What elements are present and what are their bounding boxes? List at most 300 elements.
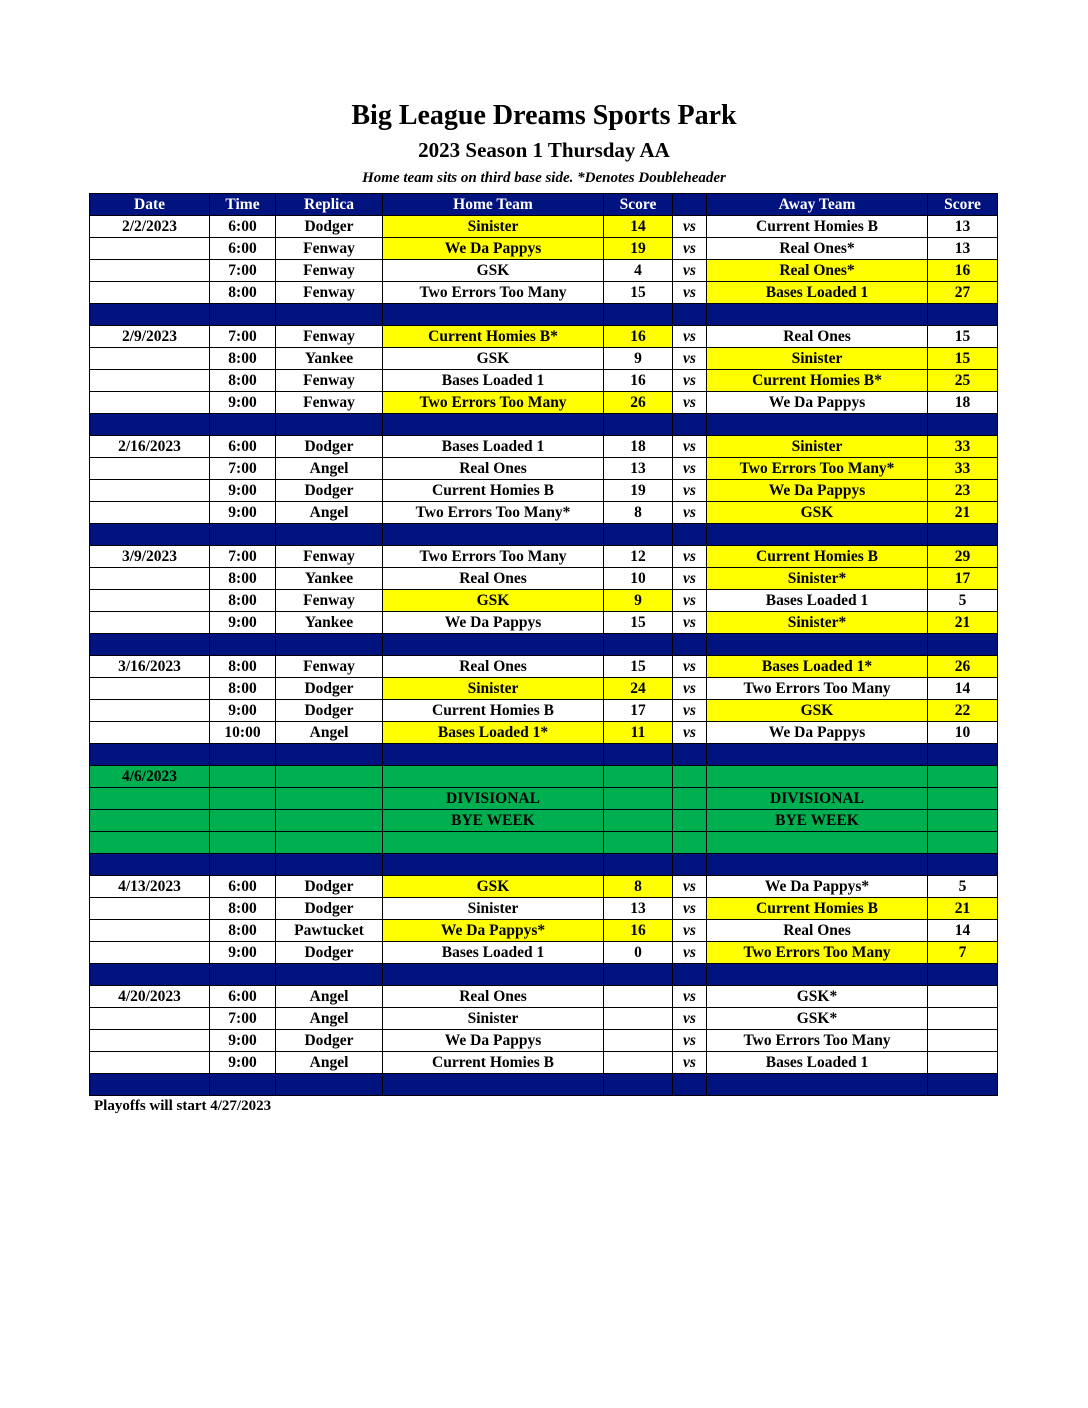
home-team-cell: Sinister: [383, 1008, 604, 1030]
replica-cell: [276, 832, 383, 854]
date-cell: [90, 788, 210, 810]
home-score-cell: 12: [604, 546, 673, 568]
separator-cell: [210, 854, 276, 876]
away-team-cell: GSK*: [707, 1008, 928, 1030]
vs-cell: vs: [673, 876, 707, 898]
bye-week-row: [90, 832, 998, 854]
column-header-replica: Replica: [276, 194, 383, 216]
replica-cell: Fenway: [276, 590, 383, 612]
time-cell: 8:00: [210, 590, 276, 612]
game-row: [90, 436, 998, 458]
away-score-cell: 18: [928, 392, 998, 414]
away-team-cell: Real Ones: [707, 920, 928, 942]
home-score-cell: [604, 1030, 673, 1052]
vs-cell: vs: [673, 898, 707, 920]
separator-cell: [604, 744, 673, 766]
away-score-cell: 25: [928, 370, 998, 392]
time-cell: [210, 810, 276, 832]
away-team-cell: GSK: [707, 700, 928, 722]
replica-cell: Fenway: [276, 546, 383, 568]
home-score-cell: 8: [604, 876, 673, 898]
home-score-cell: 10: [604, 568, 673, 590]
game-row: [90, 656, 998, 678]
separator-cell: [90, 524, 210, 546]
replica-cell: Dodger: [276, 216, 383, 238]
replica-cell: Fenway: [276, 326, 383, 348]
replica-cell: Dodger: [276, 1030, 383, 1052]
separator-cell: [90, 1074, 210, 1096]
date-cell: 4/13/2023: [90, 876, 210, 898]
game-row: [90, 370, 998, 392]
away-score-cell: 27: [928, 282, 998, 304]
home-team-cell: Sinister: [383, 216, 604, 238]
home-score-cell: 11: [604, 722, 673, 744]
column-header-home-team: Home Team: [383, 194, 604, 216]
game-row: [90, 546, 998, 568]
date-cell: [90, 348, 210, 370]
separator-cell: [210, 964, 276, 986]
home-score-cell: 15: [604, 282, 673, 304]
vs-cell: vs: [673, 656, 707, 678]
separator-cell: [90, 744, 210, 766]
game-row: [90, 260, 998, 282]
game-row: [90, 920, 998, 942]
date-cell: 2/2/2023: [90, 216, 210, 238]
separator-cell: [210, 744, 276, 766]
home-score-cell: [604, 832, 673, 854]
vs-cell: vs: [673, 942, 707, 964]
vs-cell: [673, 810, 707, 832]
schedule-note: Home team sits on third base side. *Denotes Doubleheader: [362, 170, 726, 186]
home-score-cell: 18: [604, 436, 673, 458]
away-team-cell: BYE WEEK: [707, 810, 928, 832]
separator-cell: [276, 964, 383, 986]
column-header-home-score: Score: [604, 194, 673, 216]
week-separator-row: [90, 414, 998, 436]
replica-cell: [276, 766, 383, 788]
date-cell: [90, 1052, 210, 1074]
away-team-cell: Sinister*: [707, 612, 928, 634]
date-cell: [90, 700, 210, 722]
game-row: [90, 480, 998, 502]
date-cell: [90, 810, 210, 832]
replica-cell: [276, 810, 383, 832]
home-team-cell: Real Ones: [383, 656, 604, 678]
time-cell: 9:00: [210, 480, 276, 502]
away-team-cell: Current Homies B: [707, 898, 928, 920]
game-row: [90, 348, 998, 370]
time-cell: 9:00: [210, 942, 276, 964]
home-score-cell: 13: [604, 458, 673, 480]
replica-cell: Dodger: [276, 942, 383, 964]
time-cell: 8:00: [210, 348, 276, 370]
playoffs-note: Playoffs will start 4/27/2023: [94, 1098, 272, 1114]
date-cell: [90, 898, 210, 920]
week-separator-row: [90, 524, 998, 546]
away-team-cell: Bases Loaded 1: [707, 282, 928, 304]
week-separator-row: [90, 634, 998, 656]
home-score-cell: 16: [604, 920, 673, 942]
vs-cell: vs: [673, 590, 707, 612]
vs-cell: vs: [673, 392, 707, 414]
away-score-cell: 29: [928, 546, 998, 568]
separator-cell: [673, 964, 707, 986]
separator-cell: [604, 854, 673, 876]
home-score-cell: 24: [604, 678, 673, 700]
away-score-cell: 33: [928, 436, 998, 458]
time-cell: 7:00: [210, 260, 276, 282]
replica-cell: Yankee: [276, 612, 383, 634]
home-team-cell: We Da Pappys: [383, 1030, 604, 1052]
separator-cell: [928, 854, 998, 876]
time-cell: 9:00: [210, 392, 276, 414]
separator-cell: [383, 524, 604, 546]
time-cell: 9:00: [210, 700, 276, 722]
time-cell: 7:00: [210, 458, 276, 480]
home-score-cell: [604, 1008, 673, 1030]
replica-cell: Dodger: [276, 898, 383, 920]
home-score-cell: 17: [604, 700, 673, 722]
away-score-cell: [928, 1008, 998, 1030]
away-score-cell: [928, 810, 998, 832]
away-team-cell: Two Errors Too Many*: [707, 458, 928, 480]
separator-cell: [210, 634, 276, 656]
home-team-cell: Sinister: [383, 678, 604, 700]
vs-cell: vs: [673, 238, 707, 260]
away-team-cell: Sinister*: [707, 568, 928, 590]
home-team-cell: Real Ones: [383, 568, 604, 590]
separator-cell: [210, 304, 276, 326]
time-cell: [210, 788, 276, 810]
week-separator-row: [90, 1074, 998, 1096]
replica-cell: Fenway: [276, 282, 383, 304]
game-row: [90, 942, 998, 964]
bye-week-row: [90, 788, 998, 810]
home-team-cell: [383, 766, 604, 788]
date-cell: [90, 238, 210, 260]
column-header-away-score: Score: [928, 194, 998, 216]
away-score-cell: [928, 1030, 998, 1052]
vs-cell: vs: [673, 480, 707, 502]
game-row: [90, 986, 998, 1008]
time-cell: 8:00: [210, 920, 276, 942]
date-cell: [90, 722, 210, 744]
separator-cell: [673, 634, 707, 656]
away-score-cell: [928, 832, 998, 854]
replica-cell: Angel: [276, 502, 383, 524]
away-team-cell: Real Ones: [707, 326, 928, 348]
separator-cell: [673, 414, 707, 436]
home-team-cell: GSK: [383, 260, 604, 282]
page-subtitle: 2023 Season 1 Thursday AA: [418, 138, 670, 162]
game-row: [90, 326, 998, 348]
week-separator-row: [90, 964, 998, 986]
replica-cell: Fenway: [276, 392, 383, 414]
game-row: [90, 282, 998, 304]
date-cell: [90, 1008, 210, 1030]
away-score-cell: 14: [928, 920, 998, 942]
replica-cell: Dodger: [276, 700, 383, 722]
time-cell: 7:00: [210, 326, 276, 348]
replica-cell: Fenway: [276, 238, 383, 260]
away-team-cell: Current Homies B*: [707, 370, 928, 392]
vs-cell: vs: [673, 370, 707, 392]
away-team-cell: DIVISIONAL: [707, 788, 928, 810]
time-cell: 7:00: [210, 1008, 276, 1030]
separator-cell: [276, 634, 383, 656]
separator-cell: [276, 524, 383, 546]
away-team-cell: [707, 766, 928, 788]
away-team-cell: We Da Pappys*: [707, 876, 928, 898]
vs-cell: vs: [673, 612, 707, 634]
home-team-cell: DIVISIONAL: [383, 788, 604, 810]
away-score-cell: 33: [928, 458, 998, 480]
date-cell: 2/16/2023: [90, 436, 210, 458]
home-team-cell: Current Homies B: [383, 1052, 604, 1074]
date-cell: [90, 370, 210, 392]
away-team-cell: Sinister: [707, 436, 928, 458]
home-team-cell: Real Ones: [383, 458, 604, 480]
home-score-cell: [604, 986, 673, 1008]
away-score-cell: [928, 986, 998, 1008]
away-score-cell: [928, 766, 998, 788]
week-separator-row: [90, 854, 998, 876]
bye-week-row: [90, 766, 998, 788]
away-score-cell: 21: [928, 898, 998, 920]
game-row: [90, 458, 998, 480]
vs-cell: vs: [673, 260, 707, 282]
date-cell: [90, 392, 210, 414]
time-cell: [210, 832, 276, 854]
home-team-cell: Two Errors Too Many*: [383, 502, 604, 524]
separator-cell: [90, 634, 210, 656]
away-team-cell: Real Ones*: [707, 238, 928, 260]
away-score-cell: 16: [928, 260, 998, 282]
away-score-cell: 14: [928, 678, 998, 700]
separator-cell: [707, 1074, 928, 1096]
home-team-cell: Bases Loaded 1: [383, 370, 604, 392]
home-score-cell: [604, 788, 673, 810]
replica-cell: Angel: [276, 722, 383, 744]
column-header-vs: [673, 194, 707, 216]
home-team-cell: Current Homies B: [383, 700, 604, 722]
home-score-cell: 26: [604, 392, 673, 414]
separator-cell: [928, 1074, 998, 1096]
separator-cell: [90, 854, 210, 876]
time-cell: 8:00: [210, 678, 276, 700]
home-team-cell: Bases Loaded 1*: [383, 722, 604, 744]
date-cell: [90, 942, 210, 964]
home-score-cell: [604, 1052, 673, 1074]
home-team-cell: Real Ones: [383, 986, 604, 1008]
column-header-away-team: Away Team: [707, 194, 928, 216]
separator-cell: [604, 304, 673, 326]
separator-cell: [707, 744, 928, 766]
separator-cell: [928, 414, 998, 436]
separator-cell: [210, 1074, 276, 1096]
home-score-cell: [604, 810, 673, 832]
home-score-cell: 19: [604, 238, 673, 260]
date-cell: [90, 260, 210, 282]
vs-cell: [673, 788, 707, 810]
away-score-cell: 17: [928, 568, 998, 590]
game-row: [90, 700, 998, 722]
separator-cell: [707, 854, 928, 876]
replica-cell: Dodger: [276, 876, 383, 898]
away-team-cell: [707, 832, 928, 854]
vs-cell: vs: [673, 986, 707, 1008]
away-score-cell: [928, 1052, 998, 1074]
game-row: [90, 502, 998, 524]
home-team-cell: Sinister: [383, 898, 604, 920]
vs-cell: [673, 832, 707, 854]
away-score-cell: [928, 788, 998, 810]
separator-cell: [673, 304, 707, 326]
schedule-body: [90, 216, 998, 1096]
time-cell: 6:00: [210, 436, 276, 458]
date-cell: 3/9/2023: [90, 546, 210, 568]
time-cell: 9:00: [210, 1052, 276, 1074]
separator-cell: [928, 304, 998, 326]
game-row: [90, 678, 998, 700]
time-cell: 7:00: [210, 546, 276, 568]
separator-cell: [673, 744, 707, 766]
game-row: [90, 1052, 998, 1074]
game-row: [90, 590, 998, 612]
home-score-cell: 15: [604, 612, 673, 634]
vs-cell: vs: [673, 568, 707, 590]
separator-cell: [90, 414, 210, 436]
table-header-row: [90, 194, 998, 216]
vs-cell: vs: [673, 722, 707, 744]
away-score-cell: 13: [928, 216, 998, 238]
date-cell: 3/16/2023: [90, 656, 210, 678]
game-row: [90, 1008, 998, 1030]
away-team-cell: We Da Pappys: [707, 392, 928, 414]
home-team-cell: Two Errors Too Many: [383, 282, 604, 304]
time-cell: 8:00: [210, 568, 276, 590]
date-cell: [90, 458, 210, 480]
separator-cell: [928, 634, 998, 656]
home-team-cell: Two Errors Too Many: [383, 392, 604, 414]
separator-cell: [383, 854, 604, 876]
replica-cell: Angel: [276, 458, 383, 480]
game-row: [90, 392, 998, 414]
separator-cell: [604, 964, 673, 986]
home-team-cell: We Da Pappys: [383, 238, 604, 260]
separator-cell: [90, 304, 210, 326]
game-row: [90, 1030, 998, 1052]
separator-cell: [707, 304, 928, 326]
home-score-cell: 19: [604, 480, 673, 502]
date-cell: [90, 1030, 210, 1052]
date-cell: 2/9/2023: [90, 326, 210, 348]
away-team-cell: Bases Loaded 1*: [707, 656, 928, 678]
vs-cell: vs: [673, 920, 707, 942]
home-team-cell: GSK: [383, 590, 604, 612]
vs-cell: vs: [673, 282, 707, 304]
separator-cell: [276, 744, 383, 766]
separator-cell: [928, 964, 998, 986]
replica-cell: Fenway: [276, 656, 383, 678]
schedule-table: [89, 193, 998, 1096]
time-cell: 9:00: [210, 1030, 276, 1052]
replica-cell: Dodger: [276, 480, 383, 502]
separator-cell: [383, 414, 604, 436]
home-team-cell: BYE WEEK: [383, 810, 604, 832]
vs-cell: vs: [673, 1008, 707, 1030]
vs-cell: vs: [673, 1052, 707, 1074]
vs-cell: vs: [673, 458, 707, 480]
column-header-date: Date: [90, 194, 210, 216]
separator-cell: [276, 414, 383, 436]
separator-cell: [928, 744, 998, 766]
away-score-cell: 23: [928, 480, 998, 502]
separator-cell: [604, 414, 673, 436]
time-cell: [210, 766, 276, 788]
replica-cell: Fenway: [276, 260, 383, 282]
vs-cell: vs: [673, 436, 707, 458]
separator-cell: [707, 964, 928, 986]
away-team-cell: We Da Pappys: [707, 722, 928, 744]
away-score-cell: 15: [928, 348, 998, 370]
separator-cell: [707, 634, 928, 656]
vs-cell: vs: [673, 546, 707, 568]
home-team-cell: We Da Pappys: [383, 612, 604, 634]
away-team-cell: GSK: [707, 502, 928, 524]
week-separator-row: [90, 744, 998, 766]
home-team-cell: GSK: [383, 348, 604, 370]
date-cell: 4/20/2023: [90, 986, 210, 1008]
game-row: [90, 568, 998, 590]
replica-cell: Pawtucket: [276, 920, 383, 942]
date-cell: [90, 590, 210, 612]
away-score-cell: 5: [928, 876, 998, 898]
separator-cell: [707, 414, 928, 436]
home-team-cell: We Da Pappys*: [383, 920, 604, 942]
time-cell: 9:00: [210, 502, 276, 524]
home-score-cell: 9: [604, 590, 673, 612]
date-cell: [90, 568, 210, 590]
home-score-cell: 15: [604, 656, 673, 678]
home-team-cell: [383, 832, 604, 854]
home-team-cell: Current Homies B*: [383, 326, 604, 348]
vs-cell: vs: [673, 348, 707, 370]
vs-cell: vs: [673, 502, 707, 524]
away-team-cell: Current Homies B: [707, 546, 928, 568]
away-score-cell: 7: [928, 942, 998, 964]
replica-cell: Angel: [276, 986, 383, 1008]
week-separator-row: [90, 304, 998, 326]
bye-week-row: [90, 810, 998, 832]
time-cell: 9:00: [210, 612, 276, 634]
date-cell: [90, 920, 210, 942]
away-score-cell: 26: [928, 656, 998, 678]
time-cell: 8:00: [210, 282, 276, 304]
time-cell: 6:00: [210, 986, 276, 1008]
home-score-cell: 8: [604, 502, 673, 524]
separator-cell: [928, 524, 998, 546]
time-cell: 6:00: [210, 238, 276, 260]
vs-cell: [673, 766, 707, 788]
game-row: [90, 898, 998, 920]
separator-cell: [707, 524, 928, 546]
vs-cell: vs: [673, 216, 707, 238]
date-cell: [90, 480, 210, 502]
home-team-cell: Bases Loaded 1: [383, 436, 604, 458]
home-team-cell: Current Homies B: [383, 480, 604, 502]
game-row: [90, 612, 998, 634]
